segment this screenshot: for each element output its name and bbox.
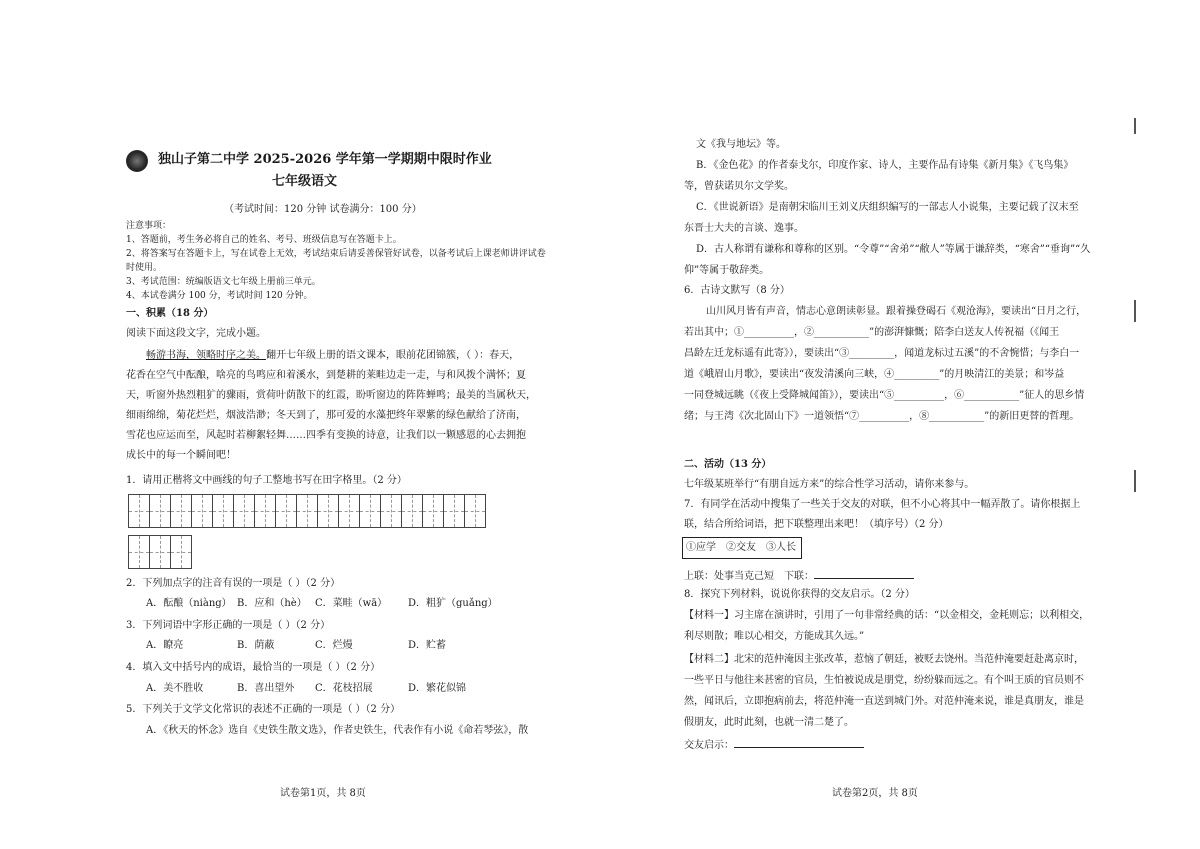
scan-edge-mark: [1134, 118, 1136, 134]
q6-line-2: 若出其中；①__________，②___________”的澎湃慷慨；陪李白送友人传祝福（《闻王: [684, 327, 1060, 338]
writing-grid-row-2[interactable]: [128, 535, 191, 569]
passage-line-1: 畅游书海，领略时序之美。翻开七年级上册的语文课本，眼前花团锦簇，（ ）：春天，: [146, 350, 520, 361]
exam-page-2: [600, 0, 1200, 849]
grid-cell[interactable]: [170, 494, 192, 528]
q6-line-6: 绪；与王湾《次北固山下》一道领悟“⑦__________，⑧___________”的新旧更替的哲理。: [684, 411, 1080, 422]
grid-cell[interactable]: [275, 494, 297, 528]
q5-option-a: A．《秋天的怀念》选自《史铁生散文选》，作者史铁生，代表作有小说《命若琴弦》，散: [146, 725, 529, 736]
grid-cell[interactable]: [359, 494, 381, 528]
passage-line-3: 天，听窗外热烈粗犷的骤雨，赏荷叶荫散下的红霞，盼听窗边的阵阵蝉鸣；最美的当属秋天，: [126, 390, 536, 401]
q3-option-d: D．贮蓄: [408, 640, 447, 651]
grid-cell[interactable]: [128, 535, 150, 569]
section-2-heading: 二、活动（13 分）: [684, 459, 772, 470]
q3-option-a: A．瞭亮: [146, 640, 184, 651]
q4-option-c: C．花枝招展: [315, 683, 373, 694]
school-logo-icon: [126, 150, 148, 172]
reading-prompt: 阅读下面这段文字，完成小题。: [126, 328, 266, 339]
grid-cell[interactable]: [170, 535, 192, 569]
question-7-cont: 联，结合所给词语，把下联整理出来吧！（填序号）（2 分）: [684, 519, 949, 530]
scan-edge-mark: [1134, 470, 1136, 492]
couplet-line: [684, 568, 914, 583]
q5-option-b: B．《金色花》的作者泰戈尔，印度作家、诗人，主要作品有诗集《新月集》《飞鸟集》: [696, 160, 1074, 171]
material-2-line-2: 一些平日与他往来甚密的官员，生怕被说成是朋党，纷纷躲而远之。有个叫王质的官员则不: [684, 675, 1084, 686]
q5-option-d-cont: 仰”等属于敬辞类。: [684, 265, 770, 276]
q6-line-4: 道《峨眉山月歌》，要读出“夜发清溪向三峡，④_________”的月映清江的美景；和岑益: [684, 369, 1065, 380]
grid-cell[interactable]: [464, 494, 486, 528]
q6-line-1: 山川风月皆有声音，情志心意朗读彰显。跟着操登碣石《观沧海》，要读出“日月之行，: [706, 306, 1087, 317]
passage-line-2: 花香在空气中酝酿，啥亮的鸟鸣应和着溪水，到楚耕的莱畦边走一走，与和风拨个满怀；夏: [126, 370, 526, 381]
material-2-line-4: 假朋友，此时此刻，也就一清二楚了。: [684, 717, 854, 728]
question-3: 3．下列词语中字形正确的一项是（ ）（2 分）: [126, 620, 331, 631]
question-4: 4．填入文中括号内的成语，最恰当的一项是（ ）（2 分）: [126, 662, 381, 673]
page-1-footer: 试卷第1页，共 8页: [280, 788, 366, 799]
q3-option-b: B．荫蔽: [237, 640, 275, 651]
answer-line: [684, 737, 864, 752]
grid-cell[interactable]: [128, 494, 150, 528]
q4-option-b: B．喜出望外: [237, 683, 295, 694]
couplet-answer-blank[interactable]: [814, 568, 914, 579]
passage-line-4: 细雨绵绵，菊花烂烂，烟波浩渺；冬天到了，那可爱的水藻把终年翠紫的绿色献给了济南，: [126, 410, 526, 421]
answer-blank[interactable]: [734, 737, 864, 748]
grid-cell[interactable]: [233, 494, 255, 528]
question-2: 2．下列加点字的注音有误的一项是（ ）（2 分）: [126, 578, 341, 589]
question-6: 6．古诗文默写（8 分）: [684, 285, 790, 296]
section-1-heading: 一、积累（18 分）: [126, 308, 214, 319]
word-choices: ①应学 ②交友 ③人长: [686, 542, 796, 553]
grid-cell[interactable]: [296, 494, 318, 528]
q5-option-b-cont: 等，曾获诺贝尔文学奖。: [684, 181, 794, 192]
question-1: 1．请用正楷将文中画线的句子工整地书写在田字格里。（2 分）: [126, 475, 407, 486]
notes-title: 注意事项：: [126, 221, 172, 231]
grid-cell[interactable]: [149, 535, 171, 569]
note-4: 4、本试卷满分 100 分，考试时间 120 分钟。: [126, 291, 313, 301]
q5-option-c-cont: 东晋士大夫的言谈、逸事。: [684, 223, 804, 234]
material-2-line-1: 【材料二】北宋的范仲淹因主张改革，惹恼了朝廷，被贬去饶州。当范仲淹要赶赴离京时，: [684, 654, 1084, 665]
q5-option-a-cont: 文《我与地坛》等。: [696, 139, 786, 150]
subject-title: 七年级语文: [272, 174, 338, 189]
grid-cell[interactable]: [317, 494, 339, 528]
word-choice-box: [682, 537, 802, 559]
couplet-text: 上联：处事当克己短 下联：: [684, 571, 814, 582]
note-1: 1、答题前，考生务必将自己的姓名、考号、班级信息写在答题卡上。: [126, 235, 402, 245]
exam-title: 独山子第二中学 2025-2026 学年第一学期期中限时作业: [158, 152, 492, 167]
material-1-line-2: 利尽则散；唯以心相交，方能成其久远。”: [684, 631, 865, 642]
grid-cell[interactable]: [338, 494, 360, 528]
note-2: 2、将答案写在答题卡上，写在试卷上无效，考试结束后请妥善保管好试卷，以备考试后上课老师讲评试卷: [126, 249, 546, 259]
grid-cell[interactable]: [191, 494, 213, 528]
grid-cell[interactable]: [149, 494, 171, 528]
grid-cell[interactable]: [443, 494, 465, 528]
q2-option-d: D．粗犷（guǎng）: [408, 598, 498, 609]
q6-line-3: 昌龄左迁龙标遥有此寄》），要读出“③_________，闻道龙标过五溪”的不舍惋惜；与李白一: [684, 348, 1080, 359]
activity-intro: 七年级某班举行“有朋自远方来”的综合性学习活动，请你来参与。: [684, 479, 975, 490]
page-2-footer: 试卷第2页，共 8页: [832, 788, 918, 799]
answer-label: 交友启示：: [684, 740, 734, 751]
question-7: 7．有同学在活动中搜集了一些关于交友的对联，但不小心将其中一幅弄散了。请你根据上: [684, 499, 1081, 510]
grid-cell[interactable]: [254, 494, 276, 528]
q4-option-d: D．繁花似锦: [408, 683, 467, 694]
q4-option-a: A．美不胜收: [146, 683, 204, 694]
q2-option-a: A．酝酿（niàng）: [146, 598, 232, 609]
q5-option-d: D．古人称谓有谦称和尊称的区别。“令尊”“舍弟”“敝人”等属于谦辞类，“寒舍”“垂询”“久: [696, 244, 1091, 255]
q6-line-5: 一同登城远眺（《夜上受降城闻笛》），要读出“⑤__________，⑥___________”征人的思乡情: [684, 390, 1085, 401]
material-1-line-1: 【材料一】习主席在演讲时，引用了一句非常经典的话：“以金相交，金耗则忘；以利相交，: [684, 610, 1090, 621]
q2-option-b: B．应和（hè）: [237, 598, 307, 609]
note-2-cont: 时使用。: [126, 263, 163, 273]
passage-line-6: 成长中的每一个瞬间吧！: [126, 450, 236, 461]
underlined-sentence: 畅游书海，领略时序之美。: [146, 350, 266, 361]
grid-cell[interactable]: [380, 494, 402, 528]
q5-option-c: C．《世说新语》是南朝宋临川王刘义庆组织编写的一部志人小说集，主要记载了汉末至: [696, 202, 1079, 213]
exam-info: （考试时间：120 分钟 试卷满分：100 分）: [224, 204, 422, 215]
material-2-line-3: 然，闻讯后，立即抱病前去，将范仲淹一直送到城门外。对范仲淹来说，谁是真朋友，谁是: [684, 696, 1084, 707]
q2-option-c: C．菜畦（wā）: [315, 598, 388, 609]
grid-cell[interactable]: [212, 494, 234, 528]
writing-grid-row-1[interactable]: [128, 494, 485, 528]
grid-cell[interactable]: [401, 494, 423, 528]
grid-cell[interactable]: [422, 494, 444, 528]
scan-edge-mark: [1134, 300, 1136, 322]
note-3: 3、考试范围：统编版语文七年级上册前三单元。: [126, 277, 321, 287]
q3-option-c: C．烂熳: [315, 640, 353, 651]
passage-line-5: 雪花也应运而至，风起时若柳絮轻舞……四季有变换的诗意，让我们以一颗感恩的心去拥抱: [126, 430, 526, 441]
question-5: 5．下列关于文学文化常识的表述不正确的一项是（ ）（2 分）: [126, 704, 401, 715]
question-8: 8．探究下列材料，说说你获得的交友启示。（2 分）: [684, 589, 915, 600]
